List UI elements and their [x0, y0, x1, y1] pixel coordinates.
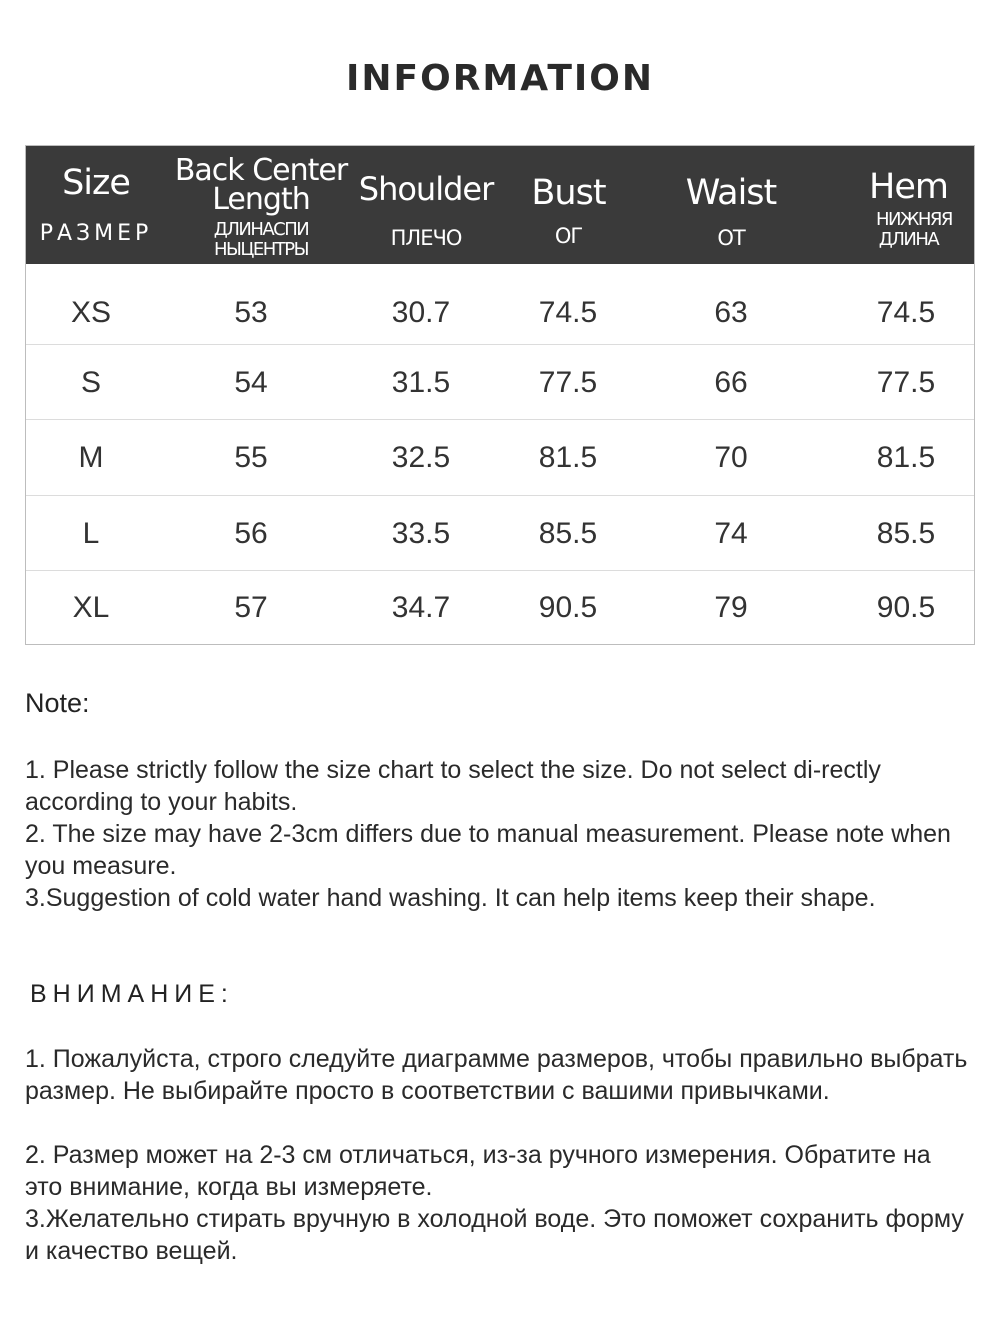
size-cell: S	[80, 365, 101, 399]
table-row	[26, 282, 974, 344]
shoulder-cell: 33.5	[391, 516, 451, 550]
header-shoulder	[356, 146, 496, 264]
header-hem-ru: НИЖНЯЯ ДЛИНА	[876, 209, 952, 250]
note-ru-item-3: 3.Желательно стирать вручную в холодной воде. Это поможет сохранить форму и качество вещей.	[25, 1205, 964, 1265]
hem-cell: 85.5	[876, 516, 936, 550]
bust-cell: 85.5	[538, 516, 598, 550]
shoulder-cell: 32.5	[391, 441, 451, 474]
note-ru-item-2: 2. Размер может на 2-3 см отличаться, из-за ручного измерения. Обратите на это внимание, когда вы измеряете.	[25, 1141, 931, 1201]
header-bust-ru: ОГ	[554, 224, 583, 248]
size-cell: M	[78, 441, 104, 474]
hem-cell: 77.5	[876, 365, 936, 399]
waist-cell: 74	[714, 516, 748, 550]
table-row	[26, 495, 974, 571]
header-waist	[666, 146, 796, 264]
header-size-ru: РАЗМЕР	[39, 221, 153, 246]
waist-cell: 70	[714, 441, 748, 474]
table-row	[26, 419, 974, 496]
size-chart-table	[25, 145, 975, 645]
shoulder-cell: 34.7	[391, 591, 451, 624]
waist-cell: 79	[714, 591, 748, 624]
shoulder-cell: 31.5	[391, 365, 451, 399]
hem-cell: 74.5	[876, 296, 936, 329]
note-item-3: 3.Suggestion of cold water hand washing. It can help items keep their shape.	[25, 884, 876, 912]
table-row	[26, 570, 974, 645]
hem-cell: 81.5	[876, 441, 936, 474]
waist-cell: 63	[714, 296, 748, 329]
note-ru-item-1: 1. Пожалуйста, строго следуйте диаграмме размеров, чтобы правильно выбрать размер. Не выбирайте просто в соответствии с вашими привычками.	[25, 1045, 968, 1105]
header-back-center-length-en: Back Center Length	[174, 153, 348, 217]
header-size-en: Size	[62, 163, 130, 203]
table-header	[26, 146, 974, 264]
bust-cell: 74.5	[538, 296, 598, 329]
hem-cell: 90.5	[876, 591, 936, 624]
back-length-cell: 57	[234, 591, 268, 624]
header-waist-ru: ОТ	[717, 226, 745, 250]
note-item-2: 2. The size may have 2-3cm differs due to manual measurement. Please note when you measure.	[25, 820, 951, 880]
header-bust	[506, 146, 631, 264]
back-length-cell: 55	[234, 441, 268, 474]
note-ru-heading: ВНИМАНИЕ:	[30, 980, 234, 1008]
back-length-cell: 53	[234, 296, 268, 329]
back-length-cell: 54	[234, 365, 268, 399]
table-row	[26, 344, 974, 420]
bust-cell: 77.5	[538, 365, 598, 399]
header-hem	[846, 146, 971, 264]
back-length-cell: 56	[234, 516, 268, 550]
size-cell: XL	[72, 591, 110, 624]
bust-cell: 90.5	[538, 591, 598, 624]
size-cell: XS	[70, 296, 112, 329]
header-shoulder-ru: ПЛЕЧО	[390, 226, 462, 250]
header-back-center-length-ru: ДЛИНАСПИ НЫЦЕНТРЫ	[213, 219, 309, 260]
header-hem-en: Hem	[869, 167, 948, 207]
header-size	[26, 146, 166, 264]
waist-cell: 66	[714, 365, 748, 399]
note-item-1: 1. Please strictly follow the size chart to select the size. Do not select di-rectly according to your habits.	[25, 756, 881, 816]
bust-cell: 81.5	[538, 441, 598, 474]
header-waist-en: Waist	[685, 173, 777, 213]
header-bust-en: Bust	[531, 173, 606, 213]
note-heading: Note:	[25, 688, 90, 718]
header-shoulder-en: Shoulder	[358, 170, 494, 208]
page-title: INFORMATION	[345, 58, 654, 99]
shoulder-cell: 30.7	[391, 296, 451, 329]
size-cell: L	[82, 516, 100, 550]
header-back-center-length	[171, 146, 351, 264]
